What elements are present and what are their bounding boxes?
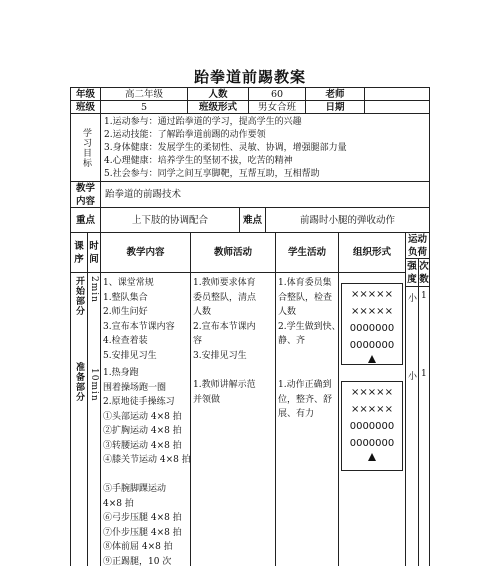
formation-row: ×××××: [342, 384, 402, 401]
student-line: 展、有力: [278, 407, 332, 422]
formation-row: ×××××: [342, 286, 402, 303]
formation-diagram-start: [341, 283, 403, 365]
formation-row: 0000000: [342, 418, 402, 435]
section-warmup-intensity: 小: [408, 369, 417, 382]
formation-row: 0000000: [342, 435, 402, 452]
header-load: 运动负荷: [405, 232, 430, 259]
teacher-position-icon: [368, 453, 376, 461]
teacher-line: 2.宣布本节课内: [193, 320, 256, 335]
content-line: 3.宣布本节课内容: [103, 320, 175, 335]
section-start-teacher: [193, 276, 256, 363]
section-start-time: 2min: [89, 276, 99, 303]
content-label: 教学内容: [70, 181, 101, 208]
count-label: 人数: [187, 87, 249, 101]
key-point-value: 上下肢的协调配合: [100, 207, 240, 233]
form-label: 班级形式: [187, 100, 249, 114]
content-line: 4×8 拍: [103, 497, 191, 512]
grade-label: 年级: [70, 87, 101, 101]
difficulty-label: 难点: [239, 207, 266, 233]
header-seq: 课序: [70, 232, 88, 273]
formation-diagram-warmup: [341, 381, 403, 471]
teacher-line: 3.安排见习生: [193, 349, 256, 364]
section-warmup-times: 1: [421, 369, 427, 379]
header-teacher: 教师活动: [190, 232, 276, 273]
date-value: [364, 100, 430, 114]
times-column: [418, 286, 430, 566]
student-line: 人数: [278, 305, 341, 320]
objective-item: 5.社会参与：同学之间互享脚靶，互帮互助，互相帮助: [104, 168, 429, 181]
grade-value: 高二年级: [100, 87, 188, 101]
objective-item: 4.心理健康：培养学生的坚韧不拔，吃苦的精神: [104, 155, 429, 168]
seq-column: [70, 272, 88, 566]
header-times: 次数: [418, 258, 430, 287]
teacher-value: [364, 87, 430, 101]
student-line: 静、齐: [278, 334, 341, 349]
formation-row: 0000000: [342, 320, 402, 337]
student-line: 2.学生做到快、: [278, 320, 341, 335]
content-line: 4.检查着装: [103, 334, 175, 349]
section-warmup-label: 准备部分: [73, 362, 86, 402]
content-line: ⑧体前屈 4×8 拍: [103, 540, 191, 555]
teacher-line: 人数: [193, 305, 256, 320]
objective-item: 1.运动参与：通过跆拳道的学习，提高学生的兴趣: [104, 116, 429, 129]
objective-item: 3.身体健康：发展学生的柔韧性、灵敏、协调，增强腿部力量: [104, 142, 429, 155]
content-line: ④膝关节运动 4×8 拍: [103, 453, 191, 468]
student-line: 1.动作正确到: [278, 378, 332, 393]
student-line: 1.体育委员集: [278, 276, 341, 291]
content-line: 5.安排见习生: [103, 349, 175, 364]
teacher-line: 并领做: [193, 393, 256, 408]
time-column: [87, 272, 101, 566]
content-line: ⑥弓步压腿 4×8 拍: [103, 511, 191, 526]
section-warmup-time: 10min: [89, 368, 99, 402]
form-value: 男女合班: [248, 100, 306, 114]
page-title: 跆拳道前踢教案: [0, 66, 500, 87]
objective-item: 2.运动技能：了解跆拳道前踢的动作要领: [104, 129, 429, 142]
content-line: ⑤手腕脚踝运动: [103, 482, 191, 497]
student-line: 合整队，检查: [278, 291, 341, 306]
difficulty-value: 前踢时小腿的弹收动作: [265, 207, 430, 233]
header-organization: 组织形式: [338, 232, 406, 273]
class-label: 班级: [70, 100, 101, 114]
teacher-position-icon: [368, 355, 376, 363]
teacher-line: 容: [193, 334, 256, 349]
key-point-label: 重点: [70, 207, 101, 233]
section-warmup-content: [103, 366, 191, 569]
class-value: 5: [100, 100, 188, 114]
section-start-times: 1: [421, 291, 427, 301]
header-intensity: 强度: [405, 258, 419, 287]
section-warmup-teacher: [193, 378, 256, 407]
intensity-column: [405, 286, 419, 566]
header-time: 时间: [87, 232, 101, 273]
formation-row: 0000000: [342, 337, 402, 354]
student-line: 位，整齐、舒: [278, 393, 332, 408]
objectives-label-cell: [70, 113, 101, 182]
section-start-label: 开始部分: [73, 276, 86, 316]
content-line: ⑦仆步压腿 4×8 拍: [103, 526, 191, 541]
objectives-cell: [100, 113, 430, 182]
content-value: 跆拳道的前踢技术: [100, 181, 430, 208]
count-value: 60: [248, 87, 306, 101]
section-start-student: [278, 276, 341, 349]
teacher-label: 老师: [305, 87, 365, 101]
content-line: 1、课堂常规: [103, 276, 175, 291]
formation-row: ×××××: [342, 401, 402, 418]
content-line: [103, 468, 191, 483]
teacher-line: 委员整队，清点: [193, 291, 256, 306]
content-line: 2.原地徒手操练习: [103, 395, 191, 410]
section-start-intensity: 小: [408, 291, 417, 304]
section-start-content: [103, 276, 175, 363]
content-line: 1.整队集合: [103, 291, 175, 306]
content-line: ③转腰运动 4×8 拍: [103, 439, 191, 454]
content-line: ⑨正踢腿，10 次: [103, 555, 191, 569]
date-label: 日期: [305, 100, 365, 114]
content-line: 围着操场跑一圈: [103, 381, 191, 396]
teacher-line: 1.教师要求体育: [193, 276, 256, 291]
content-line: 2.师生问好: [103, 305, 175, 320]
section-warmup-student: [278, 378, 332, 422]
content-line: 1.热身跑: [103, 366, 191, 381]
content-line: ①头部运动 4×8 拍: [103, 410, 191, 425]
header-student: 学生活动: [275, 232, 339, 273]
content-line: ②扩胸运动 4×8 拍: [103, 424, 191, 439]
header-content: 教学内容: [100, 232, 191, 273]
teacher-line: 1.教师讲解示范: [193, 378, 256, 393]
formation-row: ×××××: [342, 303, 402, 320]
objectives-label: 学习目标: [79, 128, 92, 168]
